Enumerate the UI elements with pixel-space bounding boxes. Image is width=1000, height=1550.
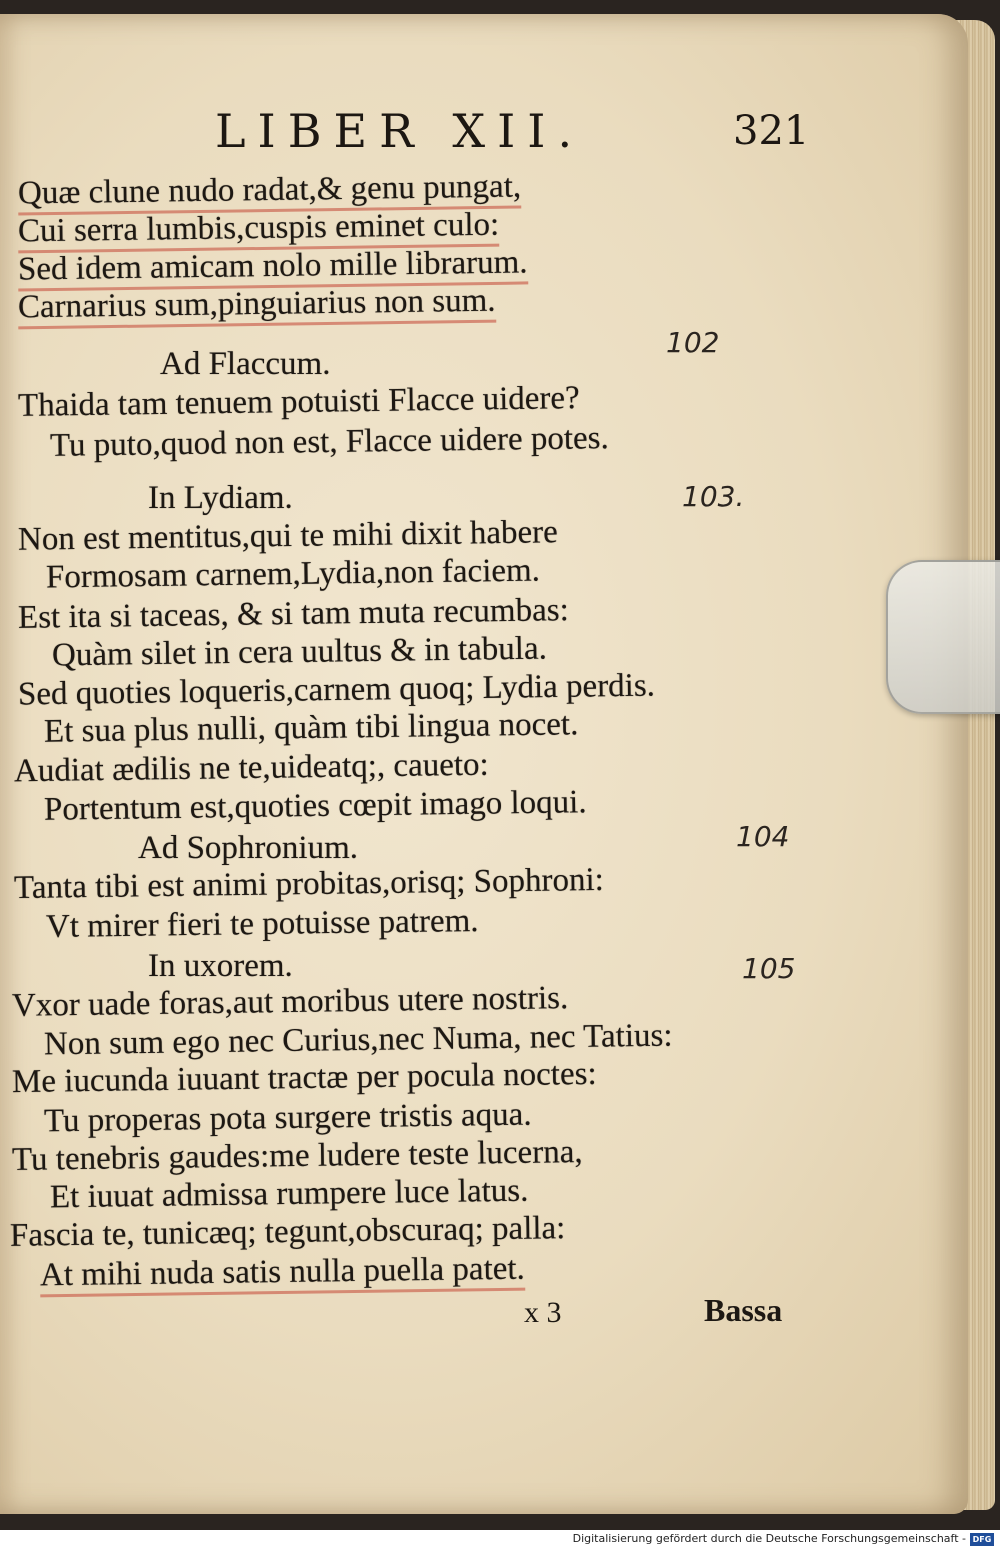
text-line: Portentum est,quoties cœpit imago loqui. — [43, 784, 587, 828]
text-line — [18, 244, 528, 288]
text-line: Et iuuat admissa rumpere luce latus. — [49, 1172, 529, 1216]
text-line: Tu tenebris gaudes:me ludere teste lucerna, — [11, 1134, 583, 1178]
running-title: LIBER XII. — [215, 104, 585, 158]
page-number: 321 — [733, 108, 810, 154]
text-line: Est ita si taceas, & si tam muta recumbas: — [17, 592, 569, 636]
text-line: Tu puto,quod non est, Flacce uidere potes. — [49, 420, 610, 464]
text-line: Formosam carnem,Lydia,non faciem. — [45, 552, 541, 596]
text-line-content: Carnarius sum,pinguiarius non sum. — [18, 283, 496, 330]
page-clip — [886, 560, 1000, 714]
marginal-note: 105 — [742, 952, 796, 985]
poem-text — [0, 14, 968, 1514]
text-line: Me iucunda iuuant tractæ per pocula noctes: — [11, 1055, 597, 1101]
text-line: Quàm silet in cera uultus & in tabula. — [51, 630, 548, 674]
text-line: Tanta tibi est animi probitas,orisq; Sophroni: — [13, 861, 605, 907]
signature-mark: x 3 — [524, 1296, 562, 1329]
text-line: Fascia te, tunicæq; tegunt,obscuraq; palla: — [9, 1210, 566, 1254]
dfg-logo: DFG — [970, 1533, 994, 1546]
text-line: Tu properas pota surgere tristis aqua. — [43, 1096, 532, 1140]
text-line — [18, 283, 496, 327]
text-line: Non est mentitus,qui te mihi dixit habere — [17, 514, 559, 558]
text-line: Et sua plus nulli, quàm tibi lingua nocet. — [43, 706, 579, 750]
book-page — [0, 14, 968, 1514]
text-line: Vxor uade foras,aut moribus utere nostris. — [11, 980, 569, 1024]
marginal-note: 103. — [682, 480, 745, 513]
poem-heading: In uxorem. — [148, 948, 293, 984]
poem-heading: In Lydiam. — [148, 480, 293, 516]
text-line: Sed quoties loqueris,carnem quoq; Lydia perdis. — [17, 667, 656, 713]
marginal-note: 104 — [736, 820, 790, 853]
text-line: Audiat ædilis ne te,uideatq;, caueto: — [13, 746, 489, 790]
text-line-content: Quæ clune nudo radat,& genu pungat, — [18, 168, 522, 215]
text-line: Thaida tam tenuem potuisti Flacce uidere? — [17, 380, 580, 424]
text-line-content: Cui serra lumbis,cuspis eminet culo: — [18, 207, 500, 254]
text-line-content: At mihi nuda satis nulla puella patet. — [40, 1251, 525, 1298]
catchword: Bassa — [704, 1292, 783, 1328]
text-line — [18, 207, 500, 251]
text-line: Non sum ego nec Curius,nec Numa, nec Tatius: — [43, 1017, 673, 1063]
text-line — [18, 168, 522, 212]
text-line — [40, 1251, 525, 1295]
poem-heading: Ad Sophronium. — [138, 830, 359, 866]
text-line-content: Sed idem amicam nolo mille librarum. — [18, 244, 528, 291]
funding-credit: Digitalisierung gefördert durch die Deutsche Forschungsgemeinschaft - — [572, 1532, 966, 1545]
text-line: Vt mirer fieri te potuisse patrem. — [45, 902, 479, 946]
marginal-note: 102 — [666, 326, 720, 359]
footer-bar — [0, 1530, 1000, 1550]
poem-heading: Ad Flaccum. — [160, 346, 331, 382]
